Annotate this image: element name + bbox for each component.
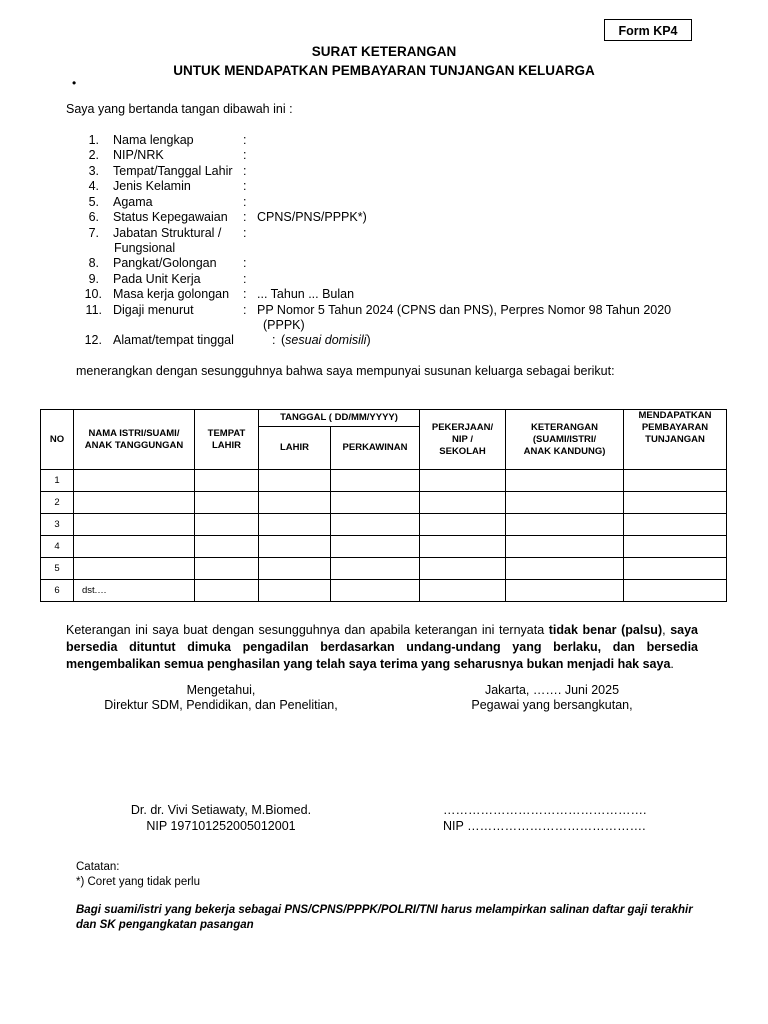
- employee-title: Pegawai yang bersangkutan,: [471, 698, 633, 712]
- cell-marriage-date: [331, 580, 420, 602]
- cell-allowance: [624, 536, 727, 558]
- header-no: NO: [41, 410, 74, 470]
- note-label: Catatan:: [76, 861, 120, 873]
- field-value-address: (sesuai domisili): [281, 333, 371, 347]
- employee-nip-blank: NIP …………………………………….: [443, 819, 646, 833]
- cell-marriage-date: [331, 558, 420, 580]
- field-colon: :: [243, 148, 247, 162]
- table-row: [41, 580, 727, 602]
- field-label-continued: Fungsional: [114, 241, 176, 255]
- cell-occupation: [420, 514, 506, 536]
- field-label: NIP/NRK: [113, 148, 164, 162]
- table-row: [41, 492, 727, 514]
- cell-allowance: [624, 558, 727, 580]
- cell-birth-date: [259, 492, 331, 514]
- footer-instruction: Bagi suami/istri yang bekerja sebagai PNS/CPNS/PPPK/POLRI/TNI harus melampirkan salinan daftar gaji terakhir dan SK pengangkatan pasangan: [76, 904, 693, 931]
- cell-birth-date: [259, 536, 331, 558]
- row-number: 4: [41, 536, 74, 558]
- field-value-salary-basis-continued: (PPPK): [263, 318, 305, 332]
- field-colon: :: [243, 303, 247, 317]
- cell-allowance: [624, 514, 727, 536]
- field-number: 1.: [88, 133, 99, 147]
- cell-birth-date: [259, 558, 331, 580]
- row-number: 1: [41, 470, 74, 492]
- cell-remarks: [506, 514, 624, 536]
- header-birthplace: TEMPAT LAHIR: [195, 410, 259, 470]
- cell-remarks: [506, 536, 624, 558]
- cell-marriage-date: [331, 514, 420, 536]
- field-colon: :: [243, 164, 247, 178]
- cell-allowance: [624, 580, 727, 602]
- header-birth-date: LAHIR: [259, 427, 331, 470]
- field-value-salary-basis: PP Nomor 5 Tahun 2024 (CPNS dan PNS), Perpres Nomor 98 Tahun 2020: [257, 303, 672, 317]
- place-date: Jakarta, ……. Juni 2025: [484, 683, 620, 697]
- field-colon: :: [243, 226, 247, 240]
- approver-heading: Mengetahui,: [186, 683, 256, 697]
- field-value-tenure: ... Tahun ... Bulan: [257, 287, 355, 301]
- field-number: 6.: [88, 210, 99, 224]
- cell-birthplace: [195, 580, 259, 602]
- intro-text: Saya yang bertanda tangan dibawah ini :: [66, 102, 293, 116]
- field-label: Status Kepegawaian: [113, 210, 228, 224]
- field-colon: :: [243, 287, 247, 301]
- field-label: Digaji menurut: [113, 303, 194, 317]
- field-label: Jenis Kelamin: [113, 179, 191, 193]
- header-date: TANGGAL ( DD/MM/YYYY): [259, 410, 420, 427]
- cell-remarks: [506, 558, 624, 580]
- cell-remarks: [506, 492, 624, 514]
- field-label: Jabatan Struktural /: [113, 226, 222, 240]
- cell-birthplace: [195, 558, 259, 580]
- field-label: Pangkat/Golongan: [113, 256, 217, 270]
- declaration-text: menerangkan dengan sesungguhnya bahwa saya mempunyai susunan keluarga sebagai berikut:: [76, 364, 615, 378]
- table-row: [41, 536, 727, 558]
- cell-name: [74, 470, 195, 492]
- field-number: 10.: [84, 287, 102, 301]
- cell-name: [74, 514, 195, 536]
- row-number: 5: [41, 558, 74, 580]
- field-number: 11.: [85, 303, 102, 317]
- header-name: NAMA ISTRI/SUAMI/ ANAK TANGGUNGAN: [74, 410, 195, 470]
- field-label: Agama: [113, 195, 153, 209]
- page-title: SURAT KETERANGAN: [311, 44, 457, 59]
- approver-nip: NIP 197101252005012001: [146, 819, 296, 833]
- cell-remarks: [506, 580, 624, 602]
- cell-birth-date: [259, 514, 331, 536]
- cell-birth-date: [259, 580, 331, 602]
- employee-name-blank: ………………………………………….: [443, 803, 647, 817]
- field-number: 12.: [84, 333, 102, 347]
- cell-birthplace: [195, 470, 259, 492]
- form-code: Form KP4: [604, 19, 692, 41]
- cell-occupation: [420, 558, 506, 580]
- cell-name: [74, 558, 195, 580]
- cell-marriage-date: [331, 536, 420, 558]
- approver-name: Dr. dr. Vivi Setiawaty, M.Biomed.: [130, 803, 312, 817]
- field-colon: :: [272, 333, 276, 347]
- note-text: *) Coret yang tidak perlu: [76, 876, 201, 888]
- row-number: 6: [41, 580, 74, 602]
- field-colon: :: [243, 256, 247, 270]
- cell-birthplace: [195, 514, 259, 536]
- header-occupation: PEKERJAAN/ NIP / SEKOLAH: [420, 410, 506, 470]
- field-number: 4.: [88, 179, 99, 193]
- cell-birthplace: [195, 536, 259, 558]
- row-number: 3: [41, 514, 74, 536]
- field-number: 2.: [88, 148, 99, 162]
- field-label: Masa kerja golongan: [113, 287, 230, 301]
- cell-name: dst.…: [74, 580, 195, 602]
- cell-marriage-date: [331, 470, 420, 492]
- cell-name: [74, 492, 195, 514]
- field-colon: :: [243, 195, 247, 209]
- field-number: 3.: [88, 164, 99, 178]
- cell-allowance: [624, 470, 727, 492]
- field-colon: :: [243, 179, 247, 193]
- table-row: [41, 470, 727, 492]
- field-label: Pada Unit Kerja: [113, 272, 201, 286]
- statement-paragraph: Keterangan ini saya buat dengan sesungguhnya dan apabila keterangan ini ternyata tidak benar (palsu), saya bersedia dituntut dimuka pengadilan berdasarkan undang-undang yang berlaku, dan bersedia mengembalikan semua penghasilan yang telah saya terima yang seharusnya bukan menjadi hak saya.: [66, 623, 698, 671]
- cell-occupation: [420, 580, 506, 602]
- field-number: 8.: [88, 256, 99, 270]
- field-number: 5.: [88, 195, 99, 209]
- cell-marriage-date: [331, 492, 420, 514]
- cell-occupation: [420, 492, 506, 514]
- cell-occupation: [420, 536, 506, 558]
- bullet-mark: •: [72, 76, 77, 90]
- field-value-status: CPNS/PNS/PPPK*): [257, 210, 367, 224]
- page-subtitle: UNTUK MENDAPATKAN PEMBAYARAN TUNJANGAN KELUARGA: [173, 63, 595, 78]
- cell-name: [74, 536, 195, 558]
- family-table: [40, 409, 727, 602]
- header-marriage-date: PERKAWINAN: [331, 427, 420, 470]
- cell-birthplace: [195, 492, 259, 514]
- cell-allowance: [624, 492, 727, 514]
- field-colon: :: [243, 272, 247, 286]
- field-number: 7.: [88, 226, 99, 240]
- field-label: Alamat/tempat tinggal: [113, 333, 234, 347]
- field-label: Nama lengkap: [113, 133, 194, 147]
- cell-remarks: [506, 470, 624, 492]
- header-remarks: KETERANGAN (SUAMI/ISTRI/ ANAK KANDUNG): [506, 410, 624, 470]
- table-row: [41, 558, 727, 580]
- header-allowance: MENDAPATKAN PEMBAYARAN TUNJANGAN: [624, 410, 727, 470]
- cell-birth-date: [259, 470, 331, 492]
- field-label: Tempat/Tanggal Lahir: [113, 164, 233, 178]
- approver-title: Direktur SDM, Pendidikan, dan Penelitian,: [104, 698, 338, 712]
- field-colon: :: [243, 210, 247, 224]
- field-colon: :: [243, 133, 247, 147]
- cell-occupation: [420, 470, 506, 492]
- table-row: [41, 514, 727, 536]
- row-number: 2: [41, 492, 74, 514]
- field-number: 9.: [88, 272, 99, 286]
